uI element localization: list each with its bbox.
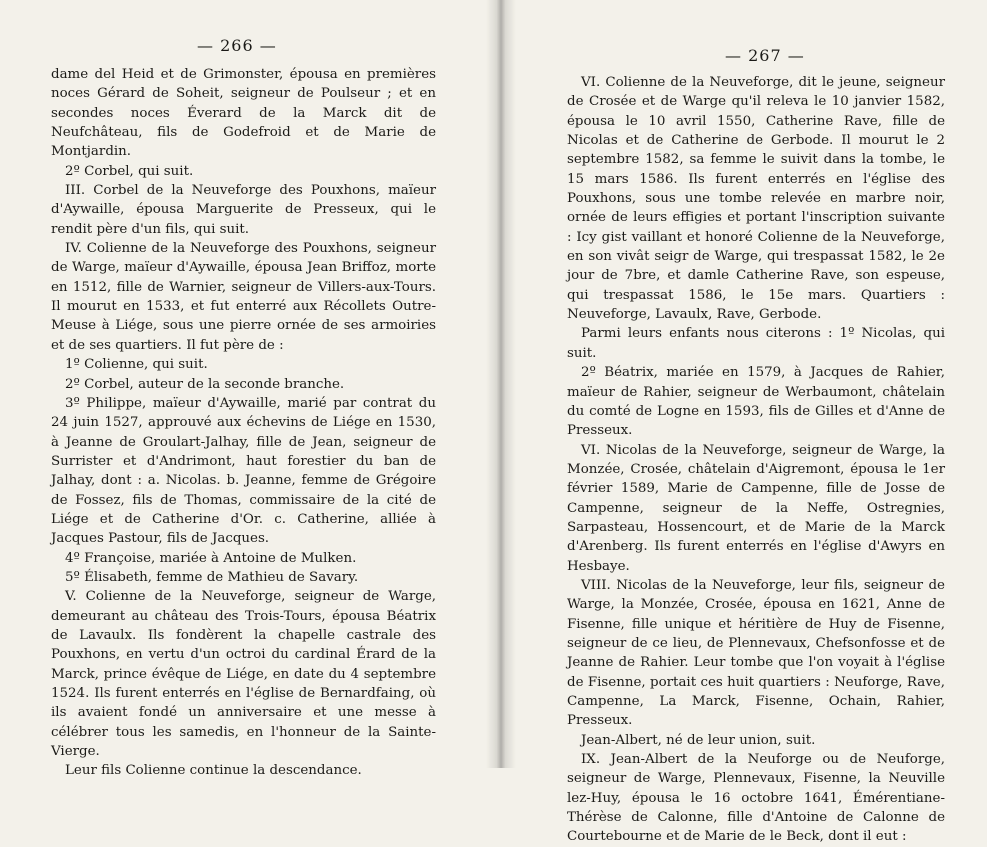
left-page xyxy=(0,0,492,779)
right-page-number: — 267 — xyxy=(725,46,805,65)
paragraph: VI. Colienne de la Neuveforge, dit le jeune, seigneur de Crosée et de Warge qu'il releva le 10 janvier 1582, épousa le 10 avril 1550, Catherine Rave, fille de Nicolas et de Catherine de Gerbode. Il mourut le 2 septembre 1582, sa femme le suivit dans la tombe, le 15 mars 1586. Ils furent enterrés en l'église des Pouxhons, sous une tombe relevée en marbre noir, ornée de leurs effigies et portant l'inscription suivante : Icy gist vaillant et honoré Colienne de la Neuveforge, en son vivât seigr de Warge, qui trespassat 1582, le 2e jour de 7bre, et damle Catherine Rave, son espeuse, qui trespassat 1586, le 15e mars. Quartiers : Neuveforge, Lavaulx, Rave, Gerbode. xyxy=(567,75,945,323)
paragraph: 3º Philippe, maïeur d'Aywaille, marié par contrat du 24 juin 1527, approuvé aux échevins de Liége en 1530, à Jeanne de Groulart-Jalhay, fille de Jean, seigneur de Surrister et d'Andrimont, haut forestier du ban de Jalhay, dont : a. Nicolas. b. Jeanne, femme de Grégoire de Fossez, fils de Thomas, commissaire de la cité de Liége et de Catherine d'Or. c. Catherine, alliée à Jacques Pastour, fils de Jacques. xyxy=(51,395,436,547)
left-page-body xyxy=(51,65,436,781)
paragraph: Jean-Albert, né de leur union, suit. xyxy=(581,732,816,748)
right-page-body xyxy=(567,73,945,847)
paragraph: Leur fils Colienne continue la descendance. xyxy=(65,763,362,779)
paragraph: V. Colienne de la Neuveforge, seigneur de Warge, demeurant au château des Trois-Tours, épousa Béatrix de Lavaulx. Ils fondèrent la chapelle castrale des Pouxhons, en vertu d'un octroi du cardinal Érard de la Marck, prince évêque de Liége, en date du 4 septembre 1524. Ils furent enterrés en l'église de Bernardfaing, où ils avaient fondé un anniversaire et une messe à célébrer tous les samedis, en l'honneur de la Sainte-Vierge. xyxy=(51,589,436,760)
paragraph: IV. Colienne de la Neuveforge des Pouxhons, seigneur de Warge, maïeur d'Aywaille, épousa Jean Briffoz, morte en 1512, fille de Warnier, seigneur de Villers-aux-Tours. Il mourut en 1533, et fut enterré aux Récollets Outre-Meuse à Liége, sous une pierre ornée de ses armoiries et de ses quartiers. Il fut père de : xyxy=(51,241,436,353)
left-page-number: — 266 — xyxy=(197,36,277,55)
paragraph: VI. Nicolas de la Neuveforge, seigneur de Warge, la Monzée, Crosée, châtelain d'Aigremont, épousa le 1er février 1589, Marie de Campenne, fille de Josse de Campenne, seigneur de la Neffe, Ostregnies, Sarpasteau, Hossencourt, et de Marie de la Marck d'Arenberg. Ils furent enterrés en l'église d'Awyrs en Hesbaye. xyxy=(567,442,945,574)
paragraph: 1º Colienne, qui suit. xyxy=(65,357,208,373)
paragraph: III. Corbel de la Neuveforge des Pouxhons, maïeur d'Aywaille, épousa Marguerite de Presseux, qui le rendit père d'un fils, qui suit. xyxy=(51,183,436,237)
paragraph: 5º Élisabeth, femme de Mathieu de Savary. xyxy=(65,569,359,585)
paragraph: 2º Corbel, qui suit. xyxy=(65,163,194,179)
paragraph: Parmi leurs enfants nous citerons : 1º Nicolas, qui suit. xyxy=(567,326,945,361)
paragraph: 2º Béatrix, mariée en 1579, à Jacques de Rahier, maïeur de Rahier, seigneur de Werbaumont, châtelain du comté de Logne en 1593, fils de Gilles et d'Anne de Presseux. xyxy=(567,365,945,439)
paragraph: VIII. Nicolas de la Neuveforge, leur fils, seigneur de Warge, la Monzée, Crosée, épousa en 1621, Anne de Fisenne, fille unique et héritière de Huy de Fisenne, seigneur de ce lieu, de Plennevaux, Chefsonfosse et de Jeanne de Rahier. Leur tombe que l'on voyait à l'église de Fisenne, portait ces huit quartiers : Neuforge, Rave, Campenne, La Marck, Fisenne, Ochain, Rahier, Presseux. xyxy=(567,577,945,729)
paragraph: 2º Corbel, auteur de la seconde branche. xyxy=(65,376,345,392)
paragraph: IX. Jean-Albert de la Neuforge ou de Neuforge, seigneur de Warge, Plennevaux, Fisenne, la Neuville lez-Huy, épousa le 16 octobre 1641, Émérentiane-Thérèse de Calonne, fille d'Antoine de Calonne de Courtebourne et de Marie de le Beck, dont il eut : xyxy=(567,752,945,845)
paragraph: dame del Heid et de Grimonster, épousa en premières noces Gérard de Soheit, seigneur de Poulseur ; et en secondes noces Éverard de la Marck dit de Neufchâteau, fils de Godefroid et de Marie de Montjardin. xyxy=(51,67,436,160)
paragraph: 4º Françoise, mariée à Antoine de Mulken. xyxy=(65,550,357,566)
